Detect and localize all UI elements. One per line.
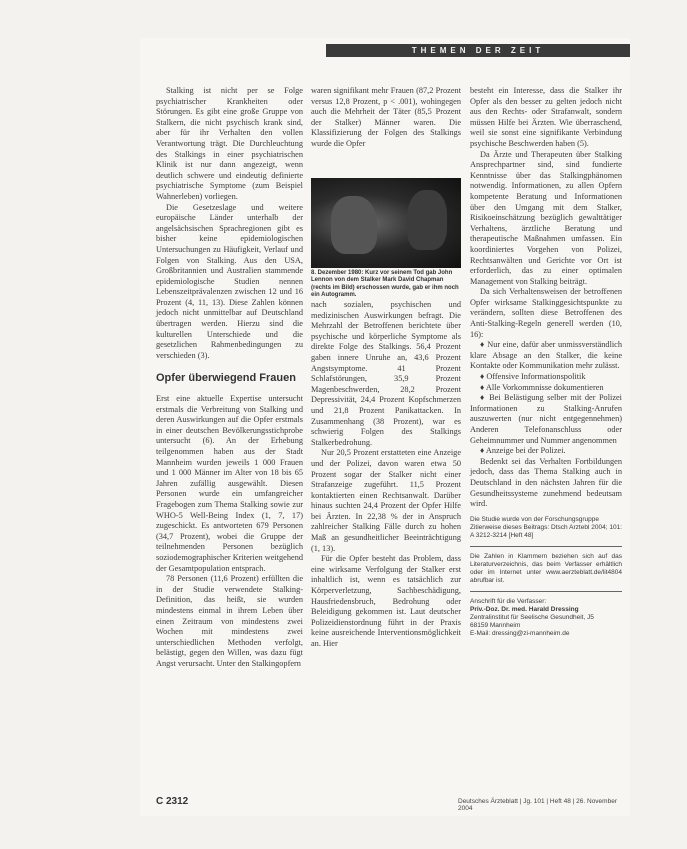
column-middle-top xyxy=(311,86,461,150)
paragraph: Nur 20,5 Prozent erstatteten eine Anzeige und der Polizei, davon waren etwa 50 Prozent sogar der Stalker nicht einer Strafanzeige zugeführt. 11,5 Prozent kontaktierten einen Rechtsanwalt. Darüber hinaus suchten 24,4 Prozent der Opfer Hilfe bei Ärzten. In 22,38 % der in Anspruch zahlreicher Stalking Fälle durch zu hohen Maß an gesundheitlicher Beeinträchtigung (1, 13). xyxy=(311,448,461,553)
literature-note: Die Zahlen in Klammern beziehen sich auf das Literaturverzeichnis, das beim Verfasser erhältlich oder im Internet unter www.aerzteblatt.de/lit4804 abrufbar ist. xyxy=(470,552,622,584)
paragraph: nach sozialen, psychischen und medizinischen Auswirkungen befragt. Die Mehrzahl der Betroffenen berichtete über psychische und körperliche Symptome als direkte Folge des Stalkings. 56,4 Prozent gaben innere Unruhe an, 43,6 Prozent Angstsymptome. 41 Prozent Schlafstörungen, 35,9 Prozent Magenbeschwerden, 28,2 Prozent Depressivität, 24,4 Prozent Kopfschmerzen und 21,8 Prozent Panikattacken. In Zusammenhang (38 Prozent), war es schwierig Folgen des Stalkings Stalkerbedrohung. xyxy=(311,300,461,447)
bullet-item: ♦ Bei Belästigung selber mit der Polizei Informationen zu Stalking-Anrufen auszuwerten (nur nicht entgegennehmen) Anderen Telefonanschluss oder Geheimnummer und Nummer angenommen xyxy=(470,393,622,445)
paragraph: besteht ein Interesse, dass die Stalker ihr Opfer als den besser zu gelten jedoch nicht aus den Rechts- oder Strafanwalt, sondern müssen Hilfe bei Ärzten. Wie überraschend, weil sie sonst eine signifikante Verbindung psychische Beschwerden haben (5). xyxy=(470,86,622,148)
article-page xyxy=(140,38,630,816)
photo-caption: 8. Dezember 1980: Kurz vor seinem Tod gab John Lennon von dem Stalker Mark David Chapman (rechts im Bild) erschossen wurde, gab er ihm noch ein Autogramm. xyxy=(311,270,459,299)
paragraph: Da Ärzte und Therapeuten über Stalking Ansprechpartner sind, sind fundierte Kenntnisse über das Stalkingphänomen notwendig. Informationen, zu allen Opfern kompetente Beratung und Informationen über den Umgang mit dem Stalker, Risikoeinschätzung bezüglich gewalttätiger Verhaltens, ärztliche Beratung und therapeutische Maßnahmen umfassen. Ein koordiniertes Vorgehen von Polizei, Rechtsanwälten und Gerichte vor Ort ist erforderlich, das zu einer optimalen Management von Stalking beiträgt. xyxy=(470,149,622,286)
photo-figure xyxy=(331,196,377,254)
divider xyxy=(470,546,622,547)
paragraph: waren signifikant mehr Frauen (87,2 Prozent versus 12,8 Prozent, p < .001), wohingegen auch die Mehrheit der Täter (85,5 Prozent der Stalker) Männer waren. Die Klassifizierung der Folgen des Stalkings wurde die Opfer xyxy=(311,86,461,148)
paragraph: Stalking ist nicht per se Folge psychiatrischer Krankheiten oder Störungen. Es gibt eine große Gruppe von Stalkern, die nicht psychisch krank sind, aber für ihr Verhalten den vollen Verantwortung trägt. Die Durchleuchtung des Stalkings in einer psychiatrischen Klinik ist nur dann angezeigt, wenn deutlich schwere und eindeutig definierte psychiatrische Symptome (zum Beispiel Wahnerleben) vorliegen. xyxy=(156,86,303,201)
section-banner: THEMEN DER ZEIT xyxy=(326,44,630,57)
paragraph: 78 Personen (11,6 Prozent) erfüllten die in der Studie verwendete Stalking-Definition, das heißt, sie wurden mindestens einmal in ihrem Leben über einen Zeitraum von mindestens zwei Wochen mit mindestens zwei unterschiedlichen Methoden verfolgt, belästigt, gegen den Willen, was dazu fügt Angst verursacht. Unter den Stalkingopfern xyxy=(156,574,303,668)
divider xyxy=(470,591,622,592)
paragraph: Erst eine aktuelle Expertise untersucht erstmals die Verbreitung von Stalking und deren Auswirkungen auf die Opfer erstmals in einer deutschen Bevölkerungsstichprobe untersucht (6). An der Erhebung teilgenommen haben aus der Stadt Mannheim wurden jeweils 1 000 Frauen und 1 000 Männer im Alter von 18 bis 65 Jahren zufällig ausgewählt. Diesen Personen wurde ein umfangreicher Fragebogen zum Thema Stalking sowie zur WHO-5 Well-Being Index (1, 7, 17) zugeschickt. Es antworteten 679 Personen (34,7 Prozent), wobei die Gruppe der teilnehmenden Personen bezüglich soziodemographischer Kriterien weitgehend der Gesamtpopulation entsprach. xyxy=(156,394,303,573)
section-heading: Opfer überwiegend Frauen xyxy=(156,372,296,385)
column-middle xyxy=(311,300,461,650)
paragraph: Für die Opfer besteht das Problem, dass eine wirksame Verfolgung der Stalker erst inhaltlich ist, wenn es tatsächlich zur Körperverletzung, Sachbeschädigung, Hausfriedensbruch, Bedrohung oder Beleidigung gekommen ist. Laut deutscher Polizeidienstordnung führt in der Praxis keine ausreichende Interventionsmöglichkeit an. Hier xyxy=(311,554,461,648)
page-number: C 2312 xyxy=(156,796,189,807)
footnote: Die Studie wurde von der Forschungsgruppe Zitierweise dieses Beitrags: Dtsch Arztebl 2004; 101: A 3212-3214 [Heft 48] xyxy=(470,515,622,539)
photo-figure xyxy=(407,190,447,250)
column-right xyxy=(470,86,622,638)
journal-info: Deutsches Ärzteblatt | Jg. 101 | Heft 48 | 26. November 2004 xyxy=(458,798,617,812)
bullet-item: ♦ Offensive Informationspolitik xyxy=(480,372,586,382)
bullet-item: ♦ Anzeige bei der Polizei. xyxy=(480,446,566,456)
column-left xyxy=(156,86,303,669)
paragraph: Die Gesetzeslage und weitere europäische Länder unterhalb der angelsächsischen Sprachregionen gibt es bisher keine epidemiologischen Untersuchungen zu Häufigkeit, Verlauf und Folgen von Stalking. Aus den USA, Großbritannien und Australien stammende epidemiologische Studien nennen Lebenszeitprävalenzen zwischen 12 und 16 Prozent (4, 11, 13). Diese Zahlen können jedoch nicht unmittelbar auf Deutschland übertragen werden. Hierzu sind die kulturellen Unterschiede und die gesetzlichen Rahmenbedingungen zu verschieden (3). xyxy=(156,202,303,360)
bullet-item: ♦ Alle Vorkommnisse dokumentieren xyxy=(480,382,604,392)
author-address: Anschrift für die Verfasser: Priv.-Doz. Dr. med. Harald Dressing Zentralinstitut für Seelische Gesundheit, J5 68159 Mannheim E-Mail: dressing@zi-mannheim.de xyxy=(470,597,594,637)
bullet-item: ♦ Nur eine, dafür aber unmissverständlich klare Absage an den Stalker, die keine Kontakte oder Kommunikation mehr zulässt. xyxy=(470,340,623,371)
paragraph: Bedenkt sei das Verhalten Fortbildungen jedoch, dass das Thema Stalking auch in Deutschland in den nächsten Jahren für die Gesundheitssysteme zunehmend bedeutsam wird. xyxy=(470,456,622,509)
article-photo xyxy=(311,178,461,268)
paragraph: Da sich Verhaltensweisen der betroffenen Opfer wirksame Stalkinggesichtspunkte zu verändern, sollten diese Betroffenen des Anti-Stalking-Regeln generell werden (10, 16): xyxy=(470,287,622,339)
